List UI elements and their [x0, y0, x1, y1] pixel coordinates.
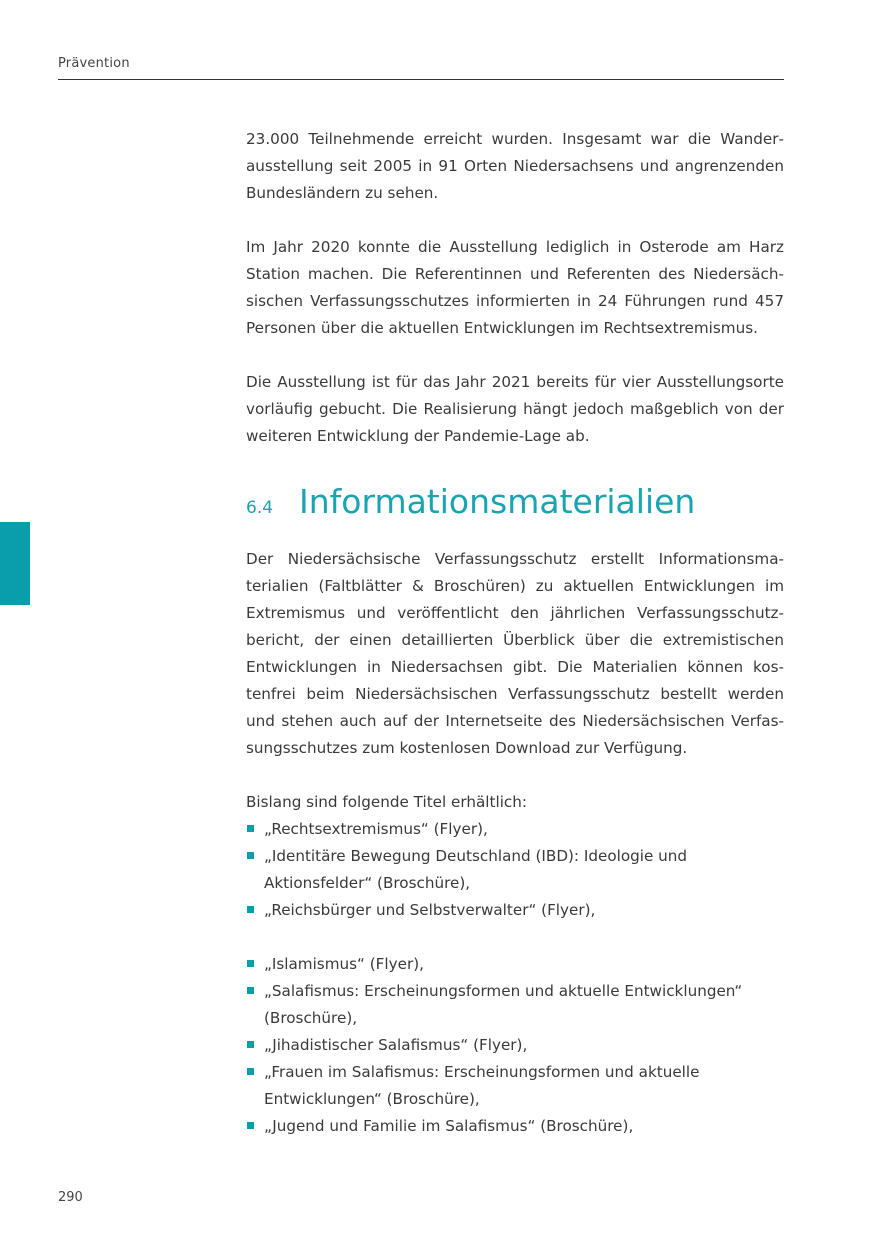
chapter-side-tab [0, 522, 30, 605]
square-bullet-icon [247, 1041, 254, 1048]
list-item [246, 897, 784, 924]
paragraph-intro-1: 23.000 Teilnehmende erreicht wurden. Insgesamt war die Wanderausstellung seit 2005 in 91 Orten Niedersachsens und angrenzenden Bundesländern zu sehen. [246, 130, 784, 202]
square-bullet-icon [247, 960, 254, 967]
square-bullet-icon [247, 852, 254, 859]
paragraph-intro-3: Die Ausstellung ist für das Jahr 2021 bereits für vier Ausstellungsorte vorläufig gebucht. Die Realisierung hängt jedoch maßgeblich von der weiteren Entwicklung der Pandemie-Lage ab. [246, 373, 784, 445]
section-body-paragraph: Der Niedersächsische Verfassungsschutz erstellt Informationsmaterialien (Faltblätter & Broschüren) zu aktuellen Entwicklungen im Extremismus und veröffentlicht den jährlichen Verfassungsschutzbericht, der einen detaillierten Überblick über die extremistischen Entwicklungen in Niedersachsen gibt. Die Materialien können kostenfrei beim Niedersächsischen Verfassungsschutz bestellt werden und stehen auch auf der Internetseite des Niedersächsischen Verfassungsschutzes zum kostenlosen Download zur Verfügung. [246, 550, 784, 757]
page-number: 290 [58, 1190, 83, 1205]
paragraph-intro-2: Im Jahr 2020 konnte die Ausstellung lediglich in Osterode am Harz Station machen. Die Referentinnen und Referenten des Niedersächsischen Verfassungsschutzes informierten in 24 Führungen rund 457 Personen über die aktuellen Entwicklungen im Rechtsextremismus. [246, 238, 784, 337]
list-item-text: „Identitäre Bewegung Deutschland (IBD): Ideologie und Aktionsfelder“ (Broschüre), [264, 847, 688, 892]
running-head-title: Prävention [58, 56, 130, 71]
square-bullet-icon [247, 825, 254, 832]
list-item-text: „Jugend und Familie im Salafismus“ (Broschüre), [264, 1117, 634, 1135]
list-item [246, 978, 784, 1032]
list-item [246, 1113, 784, 1140]
square-bullet-icon [247, 906, 254, 913]
main-content [246, 126, 784, 1140]
square-bullet-icon [247, 1122, 254, 1129]
list-item [246, 843, 784, 897]
list-item [246, 816, 784, 843]
publication-list [246, 816, 784, 1140]
list-item-text: „Salafismus: Erscheinungsformen und aktuelle Entwicklungen“ (Broschüre), [264, 982, 743, 1027]
list-gap [246, 924, 784, 951]
list-item [246, 951, 784, 978]
list-item-text: „Frauen im Salafismus: Erscheinungsformen und aktuelle Entwicklungen“ (Broschüre), [264, 1063, 700, 1108]
list-item-text: „Jihadistischer Salafismus“ (Flyer), [264, 1036, 528, 1054]
header-rule [58, 79, 784, 80]
square-bullet-icon [247, 987, 254, 994]
section-title: Informationsmaterialien [299, 482, 696, 521]
list-item [246, 1059, 784, 1113]
list-item-text: „Islamismus“ (Flyer), [264, 955, 424, 973]
section-heading [246, 482, 784, 522]
section-number: 6.4 [246, 498, 274, 518]
square-bullet-icon [247, 1068, 254, 1075]
list-intro: Bislang sind folgende Titel erhältlich: [246, 793, 528, 811]
list-item-text: „Rechtsextremismus“ (Flyer), [264, 820, 488, 838]
list-item [246, 1032, 784, 1059]
list-item-text: „Reichsbürger und Selbstverwalter“ (Flyer), [264, 901, 596, 919]
